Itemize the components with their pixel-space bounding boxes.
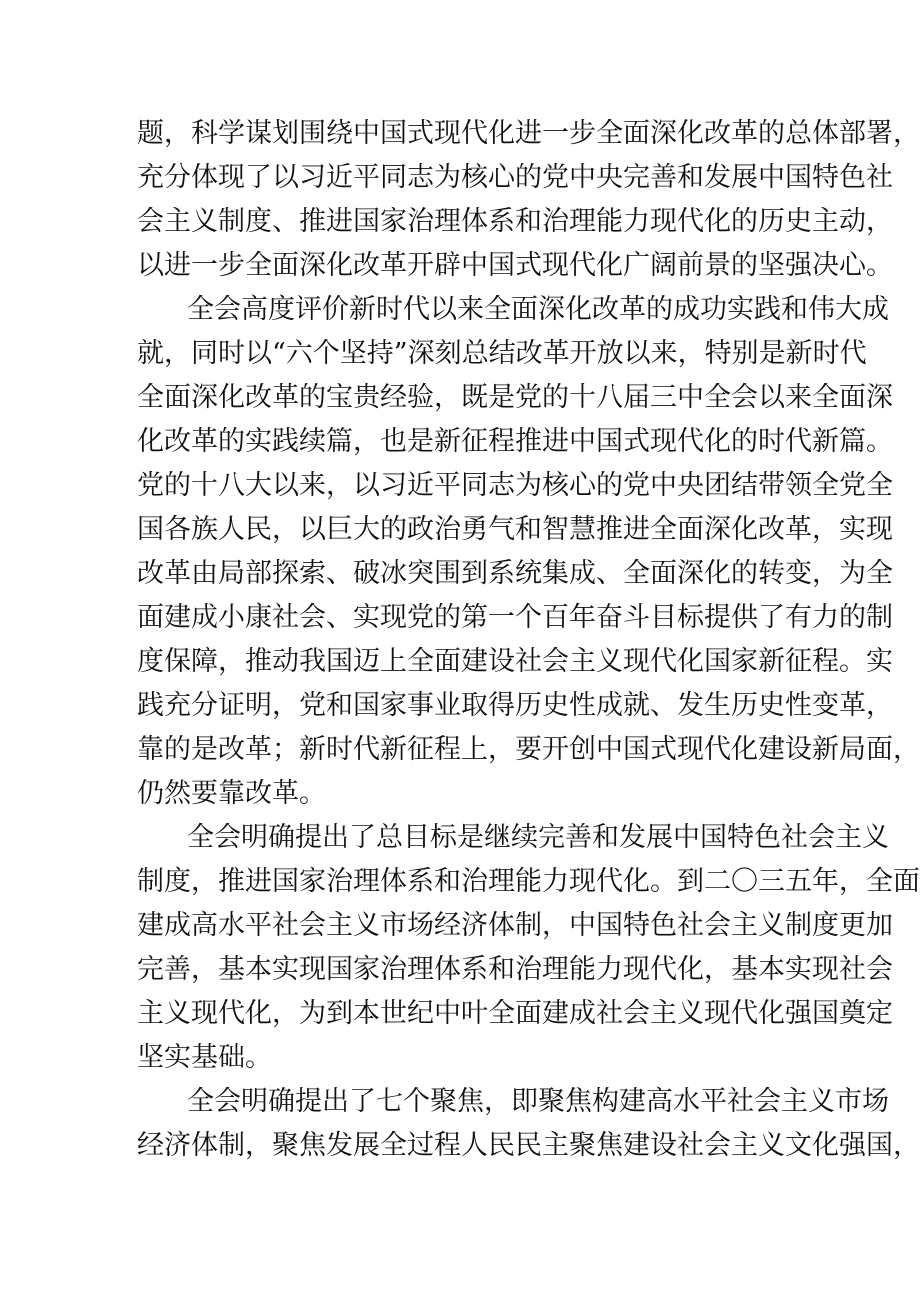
text-line: 主义现代化，为到本世纪中叶全面建成社会主义现代化强国奠定 [137, 998, 893, 1029]
text-line: 全会明确提出了总目标是继续完善和发展中国特色社会主义 [187, 822, 889, 853]
text-line: 改革由局部探索、破冰突围到系统集成、全面深化的转变，为全 [137, 558, 893, 589]
text-line: 会主义制度、推进国家治理体系和治理能力现代化的历史主动， [137, 206, 893, 237]
text-line: 充分体现了以习近平同志为核心的党中央完善和发展中国特色社 [137, 162, 893, 193]
text-line: 题，科学谋划围绕中国式现代化进一步全面深化改革的总体部署， [137, 118, 920, 149]
text-line: 国各族人民，以巨大的政治勇气和智慧推进全面深化改革，实现 [137, 514, 893, 545]
text-line: 全会明确提出了七个聚焦，即聚焦构建高水平社会主义市场 [187, 1086, 889, 1117]
text-line: 就，同时以“六个坚持”深刻总结改革开放以来，特别是新时代 [137, 338, 867, 369]
text-line: 坚实基础。 [137, 1042, 272, 1073]
text-line: 经济体制，聚焦发展全过程人民民主聚焦建设社会主义文化强国， [137, 1130, 920, 1161]
text-line: 全面深化改革的宝贵经验，既是党的十八届三中全会以来全面深 [137, 382, 893, 413]
text-line: 面建成小康社会、实现党的第一个百年奋斗目标提供了有力的制 [137, 602, 893, 633]
text-line: 建成高水平社会主义市场经济体制，中国特色社会主义制度更加 [137, 910, 893, 941]
text-line: 仍然要靠改革。 [137, 778, 326, 809]
text-line: 践充分证明，党和国家事业取得历史性成就、发生历史性变革， [137, 690, 893, 721]
text-line: 靠的是改革；新时代新征程上，要开创中国式现代化建设新局面， [137, 734, 920, 765]
text-line: 化改革的实践续篇，也是新征程推进中国式现代化的时代新篇。 [137, 426, 893, 457]
text-line: 全会高度评价新时代以来全面深化改革的成功实践和伟大成 [187, 294, 889, 325]
text-line: 完善，基本实现国家治理体系和治理能力现代化，基本实现社会 [137, 954, 893, 985]
text-line: 度保障，推动我国迈上全面建设社会主义现代化国家新征程。实 [137, 646, 893, 677]
text-line: 以进一步全面深化改革开辟中国式现代化广阔前景的坚强决心。 [137, 250, 893, 281]
text-line: 党的十八大以来，以习近平同志为核心的党中央团结带领全党全 [137, 470, 893, 501]
text-line: 制度，推进国家治理体系和治理能力现代化。到二〇三五年，全面 [137, 866, 920, 897]
